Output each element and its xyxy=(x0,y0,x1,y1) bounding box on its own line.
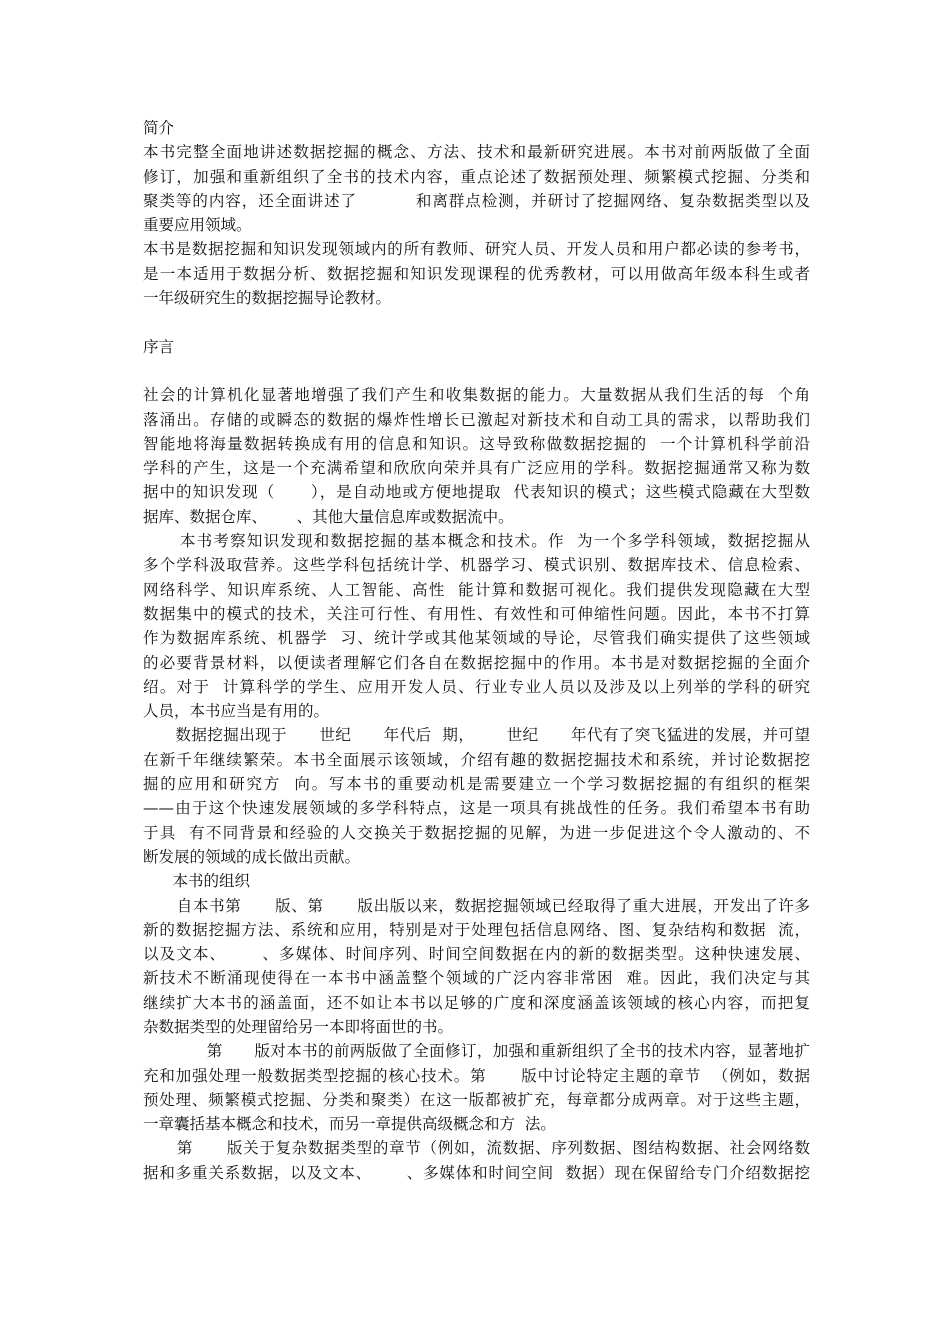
text-line: 是一本适用于数据分析、数据挖掘和知识发现课程的优秀教材，可以用做高年级本科生或者 xyxy=(143,264,810,283)
text-line: 绍。对于 计算科学的学生、应用开发人员、行业专业人员以及涉及以上列举的学科的研究 xyxy=(143,677,810,696)
text-line: ——由于这个快速发展领域的多学科特点，这是一项具有挑战性的任务。我们希望本书有助 xyxy=(143,799,810,818)
text-line: 掘的应用和研究方 向。写本书的重要动机是需要建立一个学习数据挖掘的有组织的框架 xyxy=(143,775,810,794)
preface-paragraph-2 xyxy=(143,529,810,723)
document-page xyxy=(143,116,810,1185)
text-line: 人员，本书应当是有用的。 xyxy=(143,702,330,721)
text-line: 新的数据挖掘方法、系统和应用，特别是对于处理包括信息网络、图、复杂结构和数据 流， xyxy=(143,920,810,939)
text-line: 以及文本、 、多媒体、时间序列、时间空间数据在内的新的数据类型。这种快速发展、 xyxy=(143,945,810,964)
text-line: 智能地将海量数据转换成有用的信息和知识。这导致称做数据挖掘的 一个计算机科学前沿 xyxy=(143,434,810,453)
text-line: 的必要背景材料，以便读者理解它们各自在数据挖掘中的作用。本书是对数据挖掘的全面介 xyxy=(143,653,810,672)
preface-paragraph-1 xyxy=(143,383,810,529)
text-line: 本书考察知识发现和数据挖掘的基本概念和技术。作 为一个多学科领域，数据挖掘从 xyxy=(143,532,810,551)
text-line: 落涌出。存储的或瞬态的数据的爆炸性增长已激起对新技术和自动工具的需求，以帮助我们 xyxy=(143,410,810,429)
preface-paragraph-3 xyxy=(143,723,810,869)
text-line: 学科的产生，这是一个充满希望和欣欣向荣并具有广泛应用的学科。数据挖掘通常又称为数 xyxy=(143,459,810,478)
text-line: 重要应用领域。 xyxy=(143,216,252,235)
text-line: 继续扩大本书的涵盖面，还不如让本书以足够的广度和深度涵盖该领域的核心内容，而把复 xyxy=(143,993,810,1012)
text-line: 杂数据类型的处理留给另一本即将面世的书。 xyxy=(143,1017,454,1036)
text-line: 断发展的领域的成长做出贡献。 xyxy=(143,847,361,866)
text-line: 数据挖掘出现于 世纪 年代后 期， 世纪 年代有了突飞猛进的发展，并可望 xyxy=(143,726,810,745)
text-line: 作为数据库系统、机器学 习、统计学或其他某领域的导论，尽管我们确实提供了这些领域 xyxy=(143,629,810,648)
intro-paragraph-1 xyxy=(143,140,810,237)
text-line: 网络科学、知识库系统、人工智能、高性 能计算和数据可视化。我们提供发现隐藏在大型 xyxy=(143,580,810,599)
text-line: 新技术不断涌现使得在一本书中涵盖整个领域的广泛内容非常困 难。因此，我们决定与其 xyxy=(143,969,810,988)
text-line: 据和多重关系数据，以及文本、 、多媒体和时间空间 数据）现在保留给专门介绍数据挖 xyxy=(143,1163,810,1182)
text-line: 充和加强处理一般数据类型挖掘的核心技术。第 版中讨论特定主题的章节 （例如，数据 xyxy=(143,1066,810,1085)
text-line: 本书完整全面地讲述数据挖掘的概念、方法、技术和最新研究进展。本书对前两版做了全面 xyxy=(143,143,810,162)
text-line: 数据集中的模式的技术，关注可行性、有用性、有效性和可伸缩性问题。因此，本书不打算 xyxy=(143,604,810,623)
text-line: 一年级研究生的数据挖掘导论教材。 xyxy=(143,289,392,308)
preface-heading: 序言 xyxy=(143,337,175,356)
text-line: 预处理、频繁模式挖掘、分类和聚类）在这一版都被扩充，每章都分成两章。对于这些主题， xyxy=(143,1090,810,1109)
text-line: 聚类等的内容，还全面讲述了 和离群点检测，并研讨了挖掘网络、复杂数据类型以及 xyxy=(143,191,810,210)
intro-heading: 简介 xyxy=(143,119,175,137)
text-line: 第 版对本书的前两版做了全面修订，加强和重新组织了全书的技术内容，显著地扩 xyxy=(143,1042,810,1061)
preface-paragraph-5 xyxy=(143,1039,810,1136)
text-line: 多个学科汲取营养。这些学科包括统计学、机器学习、模式识别、数据库技术、信息检索、 xyxy=(143,556,810,575)
text-line: 第 版关于复杂数据类型的章节（例如，流数据、序列数据、图结构数据、社会网络数 xyxy=(143,1139,810,1158)
text-line: 本书是数据挖掘和知识发现领域内的所有教师、研究人员、开发人员和用户都必读的参考书， xyxy=(143,240,810,259)
text-line: 据中的知识发现（ ），是自动地或方便地提取 代表知识的模式；这些模式隐藏在大型数 xyxy=(143,483,810,502)
text-line: 据库、数据仓库、 、其他大量信息库或数据流中。 xyxy=(143,507,514,526)
organization-heading: 本书的组织 xyxy=(143,872,251,891)
preface-paragraph-4 xyxy=(143,894,810,1040)
text-line: 社会的计算机化显著地增强了我们产生和收集数据的能力。大量数据从我们生活的每 个角 xyxy=(143,386,810,405)
text-line: 修订，加强和重新组织了全书的技术内容，重点论述了数据预处理、频繁模式挖掘、分类和 xyxy=(143,167,810,186)
text-line: 自本书第 版、第 版出版以来，数据挖掘领域已经取得了重大进展，开发出了许多 xyxy=(143,896,810,915)
preface-paragraph-6 xyxy=(143,1136,810,1185)
text-line: 在新千年继续繁荣。本书全面展示该领域，介绍有趣的数据挖掘技术和系统，并讨论数据挖 xyxy=(143,750,810,769)
text-line: 一章囊括基本概念和技术，而另一章提供高级概念和方 法。 xyxy=(143,1115,556,1134)
intro-paragraph-2 xyxy=(143,237,810,310)
text-line: 于具 有不同背景和经验的人交换关于数据挖掘的见解，为进一步促进这个令人激动的、不 xyxy=(143,823,810,842)
